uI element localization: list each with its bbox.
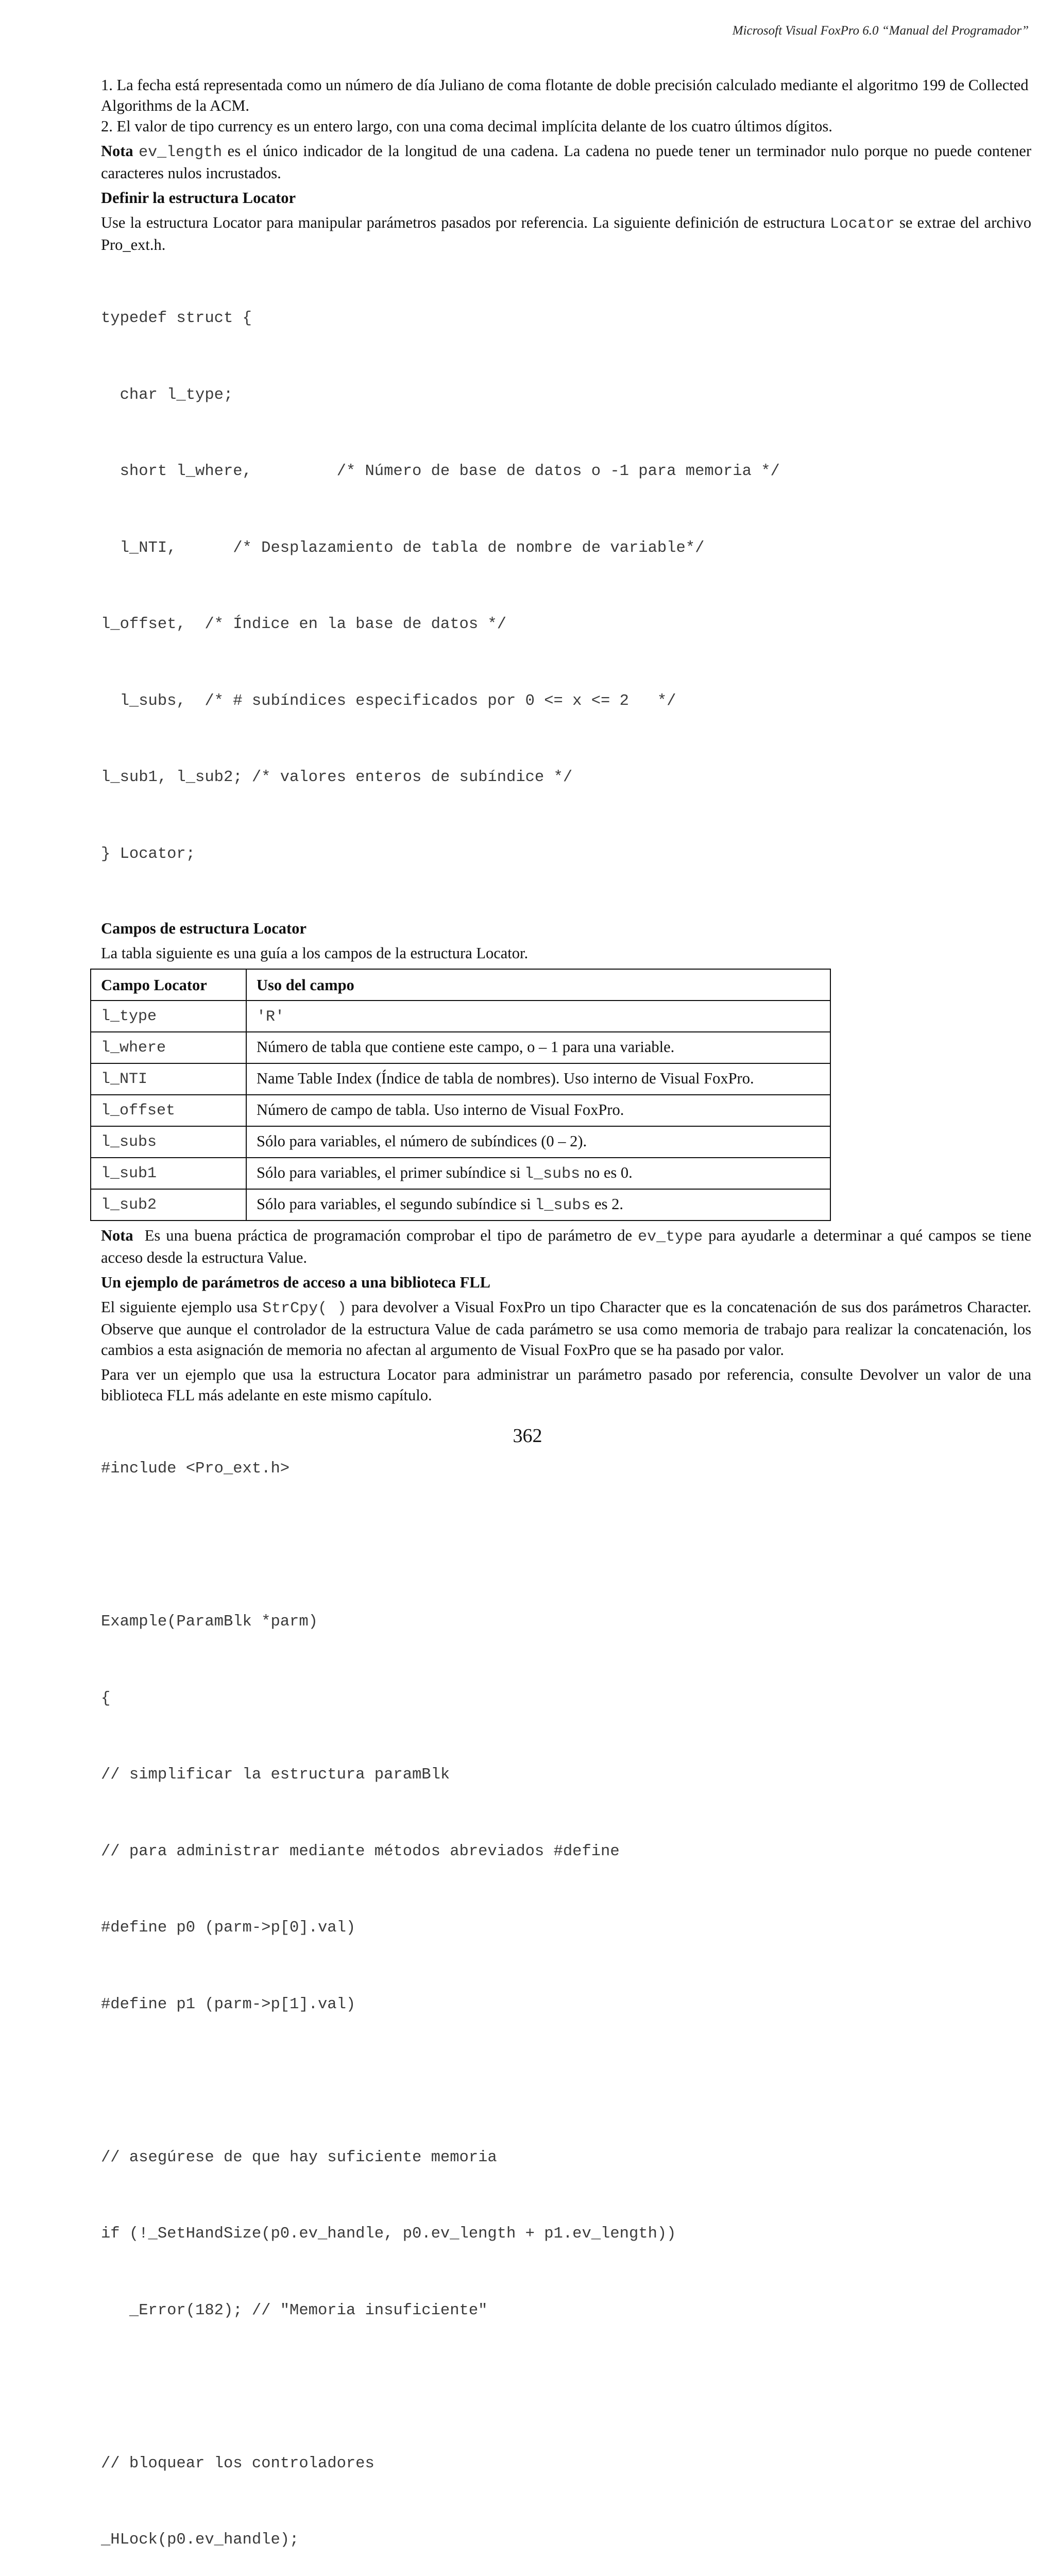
page-content bbox=[101, 75, 1031, 2576]
table-header-row bbox=[91, 969, 830, 1001]
table-row bbox=[91, 1189, 830, 1221]
section-heading-locator: Definir la estructura Locator bbox=[101, 189, 296, 207]
section-paragraph: Para ver un ejemplo que usa la estructura Locator para administrar un parámetro pasado por referencia, consulte Devolver un valor de una biblioteca FLL más adelante en este mismo capítulo. bbox=[101, 1366, 1031, 1404]
code-block-example bbox=[101, 1405, 1031, 2576]
note-label: Nota bbox=[101, 142, 133, 160]
code-line: // para administrar mediante métodos abreviados #define bbox=[101, 1842, 620, 1860]
cell-text: Sólo para variables, el primer subíndice si bbox=[257, 1164, 525, 1181]
code-line: if (!_SetHandSize(p0.ev_handle, p0.ev_length + p1.ev_length)) bbox=[101, 2225, 676, 2243]
table-row bbox=[91, 1095, 830, 1126]
page-number: 362 bbox=[513, 1425, 542, 1447]
field-name-cell: l_subs bbox=[91, 1126, 246, 1158]
cell-text: Sólo para variables, el número de subíndices (0 – 2). bbox=[257, 1132, 587, 1150]
field-use-cell bbox=[246, 1126, 830, 1158]
field-use-cell bbox=[246, 1001, 830, 1032]
code-line: _Error(182); // "Memoria insuficiente" bbox=[101, 2301, 488, 2319]
field-use-cell bbox=[246, 1189, 830, 1221]
table-row bbox=[91, 1126, 830, 1158]
section-paragraph bbox=[101, 212, 1031, 255]
field-name-cell: l_offset bbox=[91, 1095, 246, 1126]
inline-code: ev_length bbox=[139, 144, 223, 161]
code-line: } Locator; bbox=[101, 845, 196, 863]
note-label: Nota bbox=[101, 1227, 133, 1244]
section-heading-fields: Campos de estructura Locator bbox=[101, 920, 307, 937]
field-name-cell: l_where bbox=[91, 1032, 246, 1063]
field-name-cell: l_sub2 bbox=[91, 1189, 246, 1221]
code-line: l_sub1, l_sub2; /* valores enteros de subíndice */ bbox=[101, 769, 573, 786]
field-name-cell: l_sub1 bbox=[91, 1158, 246, 1189]
column-header: Uso del campo bbox=[246, 969, 830, 1001]
table-row bbox=[91, 1063, 830, 1095]
section-paragraph bbox=[101, 1297, 1031, 1360]
note-text: para ayudarle a determinar a qué campos se tiene acceso desde la estructura Value. bbox=[101, 1227, 1032, 1266]
section-heading-example: Un ejemplo de parámetros de acceso a una biblioteca FLL bbox=[101, 1274, 490, 1291]
code-line bbox=[101, 1533, 1031, 1559]
cell-text: Número de campo de tabla. Uso interno de Visual FoxPro. bbox=[257, 1101, 624, 1118]
paragraph-text: se extrae del archivo Pro_ext.h. bbox=[101, 214, 1032, 253]
paragraph-text: para devolver a Visual FoxPro un tipo Character que es la concatenación de sus dos parámetros Character. Observe que aunque el controlador de la estructura Value de cada parámetro se usa como memoria de trabajo para realizar la concatenación, los cambios a esta asignación de memoria no afectan al argumento de Visual FoxPro que se ha pasado por valor. bbox=[101, 1298, 1031, 1359]
code-line: short l_where, /* Número de base de datos o -1 para memoria */ bbox=[101, 463, 780, 480]
code-line: l_subs, /* # subíndices especificados por 0 <= x <= 2 */ bbox=[101, 692, 676, 710]
note-paragraph-1 bbox=[101, 141, 1031, 183]
code-line: Example(ParamBlk *parm) bbox=[101, 1613, 318, 1631]
code-block-locator bbox=[101, 255, 1031, 918]
code-line: #define p0 (parm->p[0].val) bbox=[101, 1919, 356, 1937]
code-line: _HLock(p0.ev_handle); bbox=[101, 2531, 299, 2549]
field-use-cell bbox=[246, 1032, 830, 1063]
code-line bbox=[101, 2069, 1031, 2094]
inline-code: 'R' bbox=[257, 1008, 285, 1026]
code-line: // simplificar la estructura paramBlk bbox=[101, 1766, 450, 1784]
note-text: Es una buena práctica de programación comprobar el tipo de parámetro de bbox=[133, 1227, 638, 1244]
note-paragraph-2 bbox=[101, 1225, 1031, 1268]
cell-text: Número de tabla que contiene este campo, o – 1 para una variable. bbox=[257, 1038, 675, 1056]
code-line: typedef struct { bbox=[101, 310, 252, 327]
code-line: // bloquear los controladores bbox=[101, 2454, 375, 2472]
table-row bbox=[91, 1001, 830, 1032]
code-line: char l_type; bbox=[101, 386, 233, 404]
page-header: Microsoft Visual FoxPro 6.0 “Manual del Programador” bbox=[732, 24, 1029, 38]
field-name-cell: l_type bbox=[91, 1001, 246, 1032]
field-use-cell bbox=[246, 1158, 830, 1189]
inline-code: StrCpy( ) bbox=[262, 1300, 347, 1317]
code-line: { bbox=[101, 1689, 111, 1707]
inline-code: ev_type bbox=[638, 1228, 703, 1246]
code-line: l_offset, /* Índice en la base de datos */ bbox=[101, 616, 507, 633]
inline-code: l_subs bbox=[524, 1165, 581, 1183]
inline-code: l_subs bbox=[535, 1197, 591, 1214]
section-paragraph: La tabla siguiente es una guía a los campos de la estructura Locator. bbox=[101, 944, 529, 962]
table-row bbox=[91, 1032, 830, 1063]
cell-text: no es 0. bbox=[580, 1164, 633, 1181]
code-line: #define p1 (parm->p[1].val) bbox=[101, 1995, 356, 2013]
inline-code: Locator bbox=[829, 215, 895, 233]
code-line: l_NTI, /* Desplazamiento de tabla de nombre de variable*/ bbox=[101, 539, 705, 557]
cell-text: Name Table Index (Índice de tabla de nombres). Uso interno de Visual FoxPro. bbox=[257, 1070, 754, 1087]
list-item-2: 2. El valor de tipo currency es un entero largo, con una coma decimal implícita delante de los cuatro últimos dígitos. bbox=[101, 117, 832, 135]
paragraph-text: El siguiente ejemplo usa bbox=[101, 1298, 263, 1316]
note-text: es el único indicador de la longitud de una cadena. La cadena no puede tener un terminador nulo porque no puede contener caracteres nulos incrustados. bbox=[101, 142, 1031, 182]
field-use-cell bbox=[246, 1095, 830, 1126]
column-header: Campo Locator bbox=[91, 969, 246, 1001]
field-use-cell bbox=[246, 1063, 830, 1095]
cell-text: es 2. bbox=[590, 1195, 623, 1213]
code-line: #include <Pro_ext.h> bbox=[101, 1460, 290, 1478]
code-line bbox=[101, 2375, 1031, 2400]
cell-text: Sólo para variables, el segundo subíndice si bbox=[257, 1195, 535, 1213]
code-line: // asegúrese de que hay suficiente memoria bbox=[101, 2148, 497, 2166]
locator-fields-table bbox=[90, 969, 831, 1221]
paragraph-text: Use la estructura Locator para manipular parámetros pasados por referencia. La siguiente definición de estructura bbox=[101, 214, 830, 231]
field-name-cell: l_NTI bbox=[91, 1063, 246, 1095]
list-item-1: 1. La fecha está representada como un número de día Juliano de coma flotante de doble precisión calculado mediante el algoritmo 199 de Collected Algorithms de la ACM. bbox=[101, 76, 1029, 114]
table-row bbox=[91, 1158, 830, 1189]
